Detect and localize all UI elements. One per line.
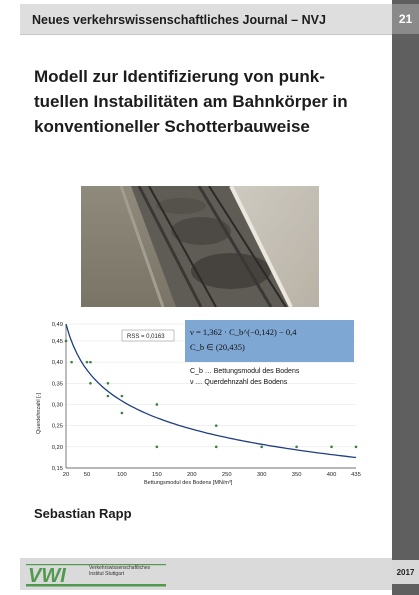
data-point	[295, 446, 298, 449]
author-name: Sebastian Rapp	[34, 506, 132, 521]
data-point	[156, 446, 159, 449]
x-tick-label: 400	[326, 472, 337, 478]
logo-text: VWI	[28, 565, 66, 587]
x-tick-label: 350	[291, 472, 302, 478]
chart	[24, 316, 368, 488]
institute-line-2: Institut Stuttgart	[89, 571, 125, 577]
y-tick-label: 0,15	[51, 466, 63, 472]
x-tick-label: 150	[152, 472, 162, 478]
y-tick-label: 0,20	[51, 444, 63, 451]
data-point	[121, 412, 124, 415]
x-tick-label: 200	[186, 472, 197, 478]
data-point	[121, 395, 124, 398]
title-line-3: konventioneller Schotterbauweise	[34, 117, 310, 136]
publication-year: 2017	[392, 560, 419, 584]
data-point	[89, 382, 92, 385]
institute-name	[89, 565, 150, 577]
data-point	[215, 446, 218, 449]
y-tick-label: 0,40	[51, 360, 63, 367]
data-point	[330, 446, 333, 449]
title-line-1: Modell zur Identifizierung von punk-	[34, 67, 325, 86]
y-tick-label: 0,25	[51, 423, 63, 430]
data-point	[215, 424, 218, 427]
chart-svg	[24, 316, 368, 488]
book-title	[34, 64, 384, 139]
x-tick-label: 50	[83, 472, 91, 478]
x-tick-label: 20	[62, 472, 70, 478]
rss-label: RSS = 0,0163	[127, 334, 165, 340]
journal-title: Neues verkehrswissenschaftliches Journal – NVJ	[32, 13, 326, 27]
data-point	[65, 340, 68, 343]
legend-note-cb: C_b … Bettungsmodul des Bodens	[190, 368, 300, 375]
data-point	[355, 446, 358, 449]
y-tick-label: 0,49	[51, 322, 63, 328]
x-tick-label: 250	[221, 472, 232, 478]
data-point	[89, 361, 92, 364]
data-point	[107, 395, 110, 398]
title-line-2: tuellen Instabilitäten am Bahnkörper in	[34, 92, 348, 111]
y-tick-label: 0,35	[51, 381, 63, 388]
x-tick-label: 435	[351, 472, 361, 478]
y-tick-label: 0,30	[51, 402, 63, 409]
data-point	[260, 446, 263, 449]
data-point	[156, 403, 159, 406]
institute-line-1: Verkehrswissenschaftliches	[89, 565, 151, 571]
x-axis-label: Bettungsmodul des Bodens [MN/m³]	[144, 480, 233, 486]
data-point	[86, 361, 89, 364]
formula-line-1: ν = 1,362 · C_b^(−0,142) − 0,4	[190, 327, 297, 337]
formula-line-2: C_b ∈ (20,435)	[190, 342, 245, 352]
data-point	[70, 361, 73, 364]
x-tick-label: 100	[117, 472, 127, 478]
legend-note-v: ν … Querdehnzahl des Bodens	[190, 379, 288, 386]
x-tick-label: 300	[256, 472, 267, 478]
y-axis-label: Querdehnzahl [-]	[36, 393, 42, 434]
side-strip	[392, 0, 419, 595]
y-tick-label: 0,45	[51, 338, 63, 345]
railway-track-photo	[81, 186, 319, 307]
data-point	[107, 382, 110, 385]
issue-number: 21	[392, 4, 419, 34]
